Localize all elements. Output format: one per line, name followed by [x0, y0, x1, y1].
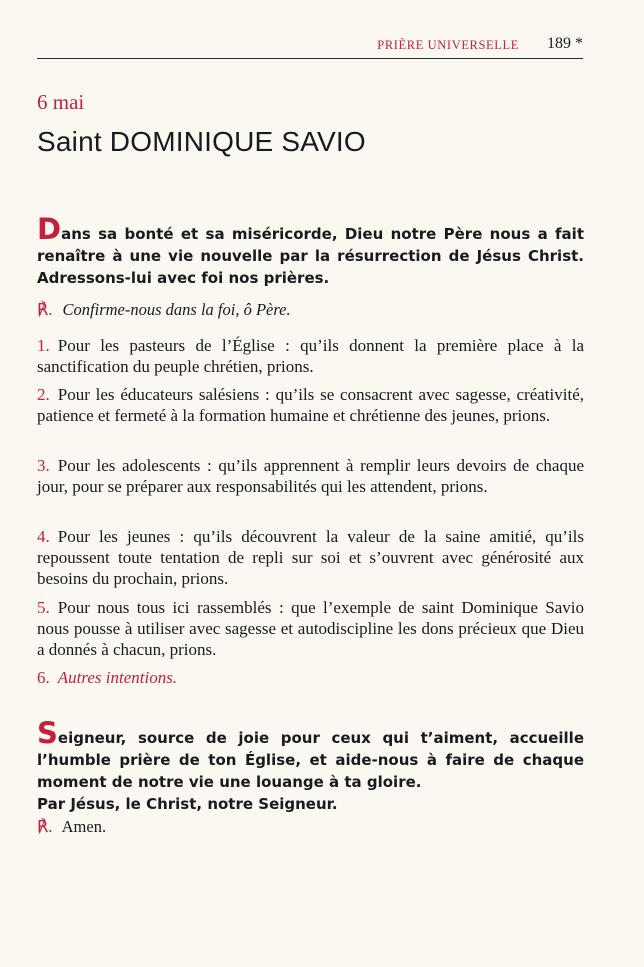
intro-initial: D [37, 212, 62, 246]
intention-text: Pour les jeunes : qu’ils découvrent la valeur de la saine amitié, qu’ils repoussent toute tentation de repli sur soi et s’ouvrent avec générosité aux besoins du prochain, prions. [37, 527, 584, 588]
prayer-conclusion: Par Jésus, le Christ, notre Seigneur. [37, 795, 338, 813]
intention-number: 5. [37, 598, 50, 617]
intention-text: Pour les pasteurs de l’Église : qu’ils donnent la première place à la sanctification du peuple chrétien, prions. [37, 336, 584, 376]
intention-text: Autres intentions. [57, 668, 178, 687]
prayer-initial: S [37, 716, 58, 750]
intention-item [37, 597, 584, 660]
final-response-line [37, 816, 584, 838]
prayer-text: eigneur, source de joie pour ceux qui t’aiment, accueille l’humble prière de ton Église, et aide-nous à faire de chaque moment de notre vie une louange à ta gloire. [37, 729, 584, 791]
intention-item [37, 667, 584, 688]
response-sign: ℟. [37, 300, 53, 319]
introduction-paragraph [37, 212, 584, 289]
closing-prayer [37, 716, 584, 815]
intention-item [37, 526, 584, 589]
intention-number: 3. [37, 456, 50, 475]
intention-number: 2. [37, 385, 50, 404]
intro-text: ans sa bonté et sa miséricorde, Dieu notre Père nous a fait renaître à une vie nouvelle par la résurrection de Jésus Christ. Adressons-lui avec foi nos prières. [37, 225, 584, 287]
page-number: 189 * [547, 35, 583, 52]
intention-number: 4. [37, 527, 50, 546]
running-header [37, 34, 583, 59]
intention-number: 1. [37, 336, 50, 355]
intention-item [37, 384, 584, 426]
page-title: Saint DOMINIQUE SAVIO [37, 126, 366, 157]
response-text: Confirme-nous dans la foi, ô Père. [62, 300, 291, 319]
final-response-sign: ℟. [37, 817, 53, 836]
intention-text: Pour les éducateurs salésiens : qu’ils se consacrent avec sagesse, créativité, patience et fermeté à la formation humaine et chrétienne des jeunes, prions. [37, 385, 584, 425]
response-line [37, 299, 584, 321]
intention-item [37, 455, 584, 497]
intention-number: 6. [37, 668, 50, 687]
intention-text: Pour nous tous ici rassemblés : que l’exemple de saint Dominique Savio nous pousse à utiliser avec sagesse et autodiscipline les dons précieux que Dieu a donnés à chacun, prions. [37, 598, 584, 659]
running-section-title: PRIÈRE UNIVERSELLE [377, 38, 519, 52]
intention-item [37, 335, 584, 377]
feast-date: 6 mai [37, 90, 85, 114]
final-response-text: Amen. [61, 817, 107, 836]
intention-text: Pour les adolescents : qu’ils apprennent à remplir leurs devoirs de chaque jour, pour se préparer aux responsabilités qui les attendent, prions. [37, 456, 584, 496]
